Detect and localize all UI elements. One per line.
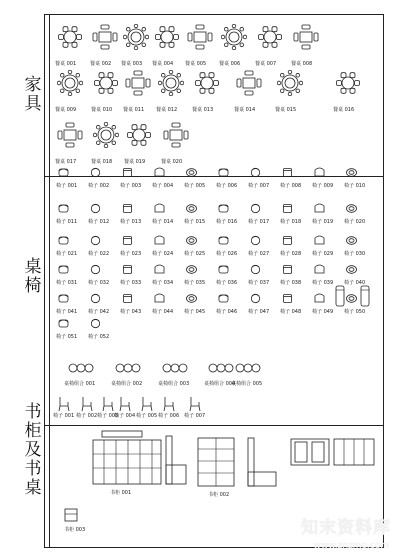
chair-9	[314, 167, 325, 178]
chair-39	[314, 264, 325, 275]
chair-label: 椅子 040	[344, 280, 366, 286]
dining-table-2	[92, 24, 118, 50]
desk-chair-label: 椅子 003	[97, 413, 119, 419]
chair-10	[346, 167, 357, 178]
chair-label: 椅子 029	[312, 251, 334, 257]
chair-7	[250, 167, 261, 178]
bookcase-label: 书柜 003	[64, 527, 86, 533]
chair-13	[122, 203, 133, 214]
chair-label: 椅子 051	[56, 334, 78, 340]
chair-52	[90, 318, 101, 329]
chair-label: 椅子 010	[344, 183, 366, 189]
dining-table-6	[221, 24, 247, 50]
dining-table-label: 餐桌 017	[55, 159, 77, 165]
dining-table-label: 餐桌 003	[121, 61, 143, 67]
chair-label: 椅子 047	[248, 309, 270, 315]
chair-label: 椅子 009	[312, 183, 334, 189]
chair-41	[58, 293, 69, 304]
chair-label: 椅子 031	[56, 280, 78, 286]
watermark-brand: 知末资料库	[301, 518, 391, 538]
chair-label: 椅子 044	[152, 309, 174, 315]
desk-chair-label: 椅子 004	[114, 413, 136, 419]
desk-chair-label: 椅子 001	[53, 413, 75, 419]
dining-table-1	[57, 24, 83, 50]
chair-44	[154, 293, 165, 304]
chair-label: 椅子 036	[216, 280, 238, 286]
chair-23	[122, 235, 133, 246]
bookcase-elevation-1	[92, 430, 162, 485]
watermark-url: www.znzmo.com	[313, 541, 389, 551]
chair-51	[58, 318, 69, 329]
dining-table-label: 餐桌 001	[55, 61, 77, 67]
chair-1	[58, 167, 69, 178]
chair-50	[346, 293, 357, 304]
chair-label: 椅子 002	[88, 183, 110, 189]
chair-28	[282, 235, 293, 246]
chair-11	[58, 203, 69, 214]
chair-42	[90, 293, 101, 304]
chair-label: 椅子 024	[152, 251, 174, 257]
dining-table-label: 餐桌 009	[55, 107, 77, 113]
dining-table-9	[57, 70, 83, 96]
dining-table-12	[158, 70, 184, 96]
chair-32	[90, 264, 101, 275]
chair-label: 椅子 032	[88, 280, 110, 286]
dining-table-label: 餐桌 010	[91, 107, 113, 113]
section-divider-2	[44, 425, 384, 426]
table-chair-set-label: 桌椅组合 001	[64, 381, 96, 387]
chair-43	[122, 293, 133, 304]
category-divider	[49, 14, 50, 548]
chair-label: 椅子 026	[216, 251, 238, 257]
desk-chair-1	[57, 396, 71, 412]
chair-label: 椅子 017	[248, 219, 270, 225]
bookcase-side-1	[165, 435, 187, 485]
desk-chair-label: 椅子 002	[76, 413, 98, 419]
dining-table-label: 餐桌 011	[123, 107, 145, 113]
chair-34	[154, 264, 165, 275]
chair-label: 椅子 052	[88, 334, 110, 340]
table-chair-set-3	[162, 362, 188, 374]
chair-label: 椅子 018	[280, 219, 302, 225]
dining-table-14	[236, 70, 262, 96]
table-chair-set-label: 桌椅组合 003	[158, 381, 190, 387]
table-chair-set-5	[235, 362, 261, 374]
chair-26	[218, 235, 229, 246]
chair-label: 椅子 027	[248, 251, 270, 257]
bookcase-side-2	[247, 437, 277, 487]
chair-17	[250, 203, 261, 214]
chair-label: 椅子 034	[152, 280, 174, 286]
chair-33	[122, 264, 133, 275]
table-chair-set-4	[208, 362, 234, 374]
chair-label: 椅子 025	[184, 251, 206, 257]
chair-36	[218, 264, 229, 275]
chair-label: 椅子 015	[184, 219, 206, 225]
chair-30	[346, 235, 357, 246]
table-chair-set-label: 桌椅组合 002	[111, 381, 143, 387]
chair-label: 椅子 042	[88, 309, 110, 315]
chair-3	[122, 167, 133, 178]
lounge-chair-icon	[360, 285, 370, 307]
chair-label: 椅子 030	[344, 251, 366, 257]
chair-5	[186, 167, 197, 178]
chair-label: 椅子 005	[184, 183, 206, 189]
chair-6	[218, 167, 229, 178]
chair-31	[58, 264, 69, 275]
desk-chair-2	[80, 396, 94, 412]
dining-table-13	[194, 70, 220, 96]
dining-table-label: 餐桌 006	[219, 61, 241, 67]
chair-35	[186, 264, 197, 275]
dining-table-label: 餐桌 004	[152, 61, 174, 67]
dining-table-label: 餐桌 014	[234, 107, 256, 113]
chair-label: 椅子 041	[56, 309, 78, 315]
chair-label: 椅子 019	[312, 219, 334, 225]
table-chair-set-1	[68, 362, 94, 374]
dining-table-label: 餐桌 005	[185, 61, 207, 67]
desk-chair-5	[140, 396, 154, 412]
chair-25	[186, 235, 197, 246]
chair-16	[218, 203, 229, 214]
chair-22	[90, 235, 101, 246]
chair-label: 椅子 038	[280, 280, 302, 286]
chair-label: 椅子 046	[216, 309, 238, 315]
chair-45	[186, 293, 197, 304]
dining-table-label: 餐桌 016	[333, 107, 355, 113]
chair-label: 椅子 006	[216, 183, 238, 189]
chair-label: 椅子 013	[120, 219, 142, 225]
chair-label: 椅子 049	[312, 309, 334, 315]
bookcase-small-3	[64, 508, 78, 522]
dining-table-8	[293, 24, 319, 50]
bookcase-elevation-4	[333, 438, 375, 466]
table-chair-set-2	[115, 362, 141, 374]
dining-table-17	[57, 122, 83, 148]
chair-19	[314, 203, 325, 214]
chair-29	[314, 235, 325, 246]
dining-table-10	[93, 70, 119, 96]
desk-chair-6	[162, 396, 176, 412]
dining-table-label: 餐桌 008	[291, 61, 313, 67]
bookcase-label: 书柜 002	[208, 492, 230, 498]
chair-40	[346, 264, 357, 275]
chair-15	[186, 203, 197, 214]
lounge-chair-icon	[335, 285, 345, 307]
dining-table-label: 餐桌 013	[192, 107, 214, 113]
chair-label: 椅子 004	[152, 183, 174, 189]
chair-label: 椅子 037	[248, 280, 270, 286]
dining-table-11	[125, 70, 151, 96]
table-chair-set-label: 桌椅组合 005	[231, 381, 263, 387]
dining-table-label: 餐桌 020	[161, 159, 183, 165]
desk-chair-label: 椅子 007	[184, 413, 206, 419]
table-chair-set-label: 桌椅组合 004	[204, 381, 236, 387]
chair-label: 椅子 011	[56, 219, 78, 225]
dining-table-label: 餐桌 007	[255, 61, 277, 67]
chair-label: 椅子 048	[280, 309, 302, 315]
chair-12	[90, 203, 101, 214]
chair-label: 椅子 008	[280, 183, 302, 189]
chair-label: 椅子 003	[120, 183, 142, 189]
chair-label: 椅子 033	[120, 280, 142, 286]
chair-24	[154, 235, 165, 246]
dining-table-label: 餐桌 019	[124, 159, 146, 165]
chair-47	[250, 293, 261, 304]
chair-label: 椅子 021	[56, 251, 78, 257]
chair-label: 椅子 014	[152, 219, 174, 225]
dining-table-20	[163, 122, 189, 148]
dining-table-label: 餐桌 015	[275, 107, 297, 113]
chair-label: 椅子 043	[120, 309, 142, 315]
chair-4	[154, 167, 165, 178]
chair-label: 椅子 016	[216, 219, 238, 225]
chair-label: 椅子 035	[184, 280, 206, 286]
chair-label: 椅子 028	[280, 251, 302, 257]
chair-label: 椅子 007	[248, 183, 270, 189]
dining-table-19	[126, 122, 152, 148]
chair-label: 椅子 020	[344, 219, 366, 225]
chair-18	[282, 203, 293, 214]
desk-chair-4	[118, 396, 132, 412]
desk-chair-label: 椅子 006	[158, 413, 180, 419]
chair-8	[282, 167, 293, 178]
dining-table-4	[154, 24, 180, 50]
category-bookcases: 书柜及书桌	[24, 402, 42, 498]
chair-label: 椅子 050	[344, 309, 366, 315]
chair-label: 椅子 045	[184, 309, 206, 315]
desk-chair-7	[188, 396, 202, 412]
dining-table-7	[257, 24, 283, 50]
bookcase-label: 书柜 001	[110, 490, 132, 496]
chair-14	[154, 203, 165, 214]
chair-label: 椅子 039	[312, 280, 334, 286]
desk-chair-label: 椅子 005	[136, 413, 158, 419]
dining-table-label: 餐桌 018	[91, 159, 113, 165]
chair-48	[282, 293, 293, 304]
chair-20	[346, 203, 357, 214]
chair-label: 椅子 012	[88, 219, 110, 225]
chair-38	[282, 264, 293, 275]
chair-2	[90, 167, 101, 178]
category-tables-chairs: 桌椅	[24, 257, 42, 296]
desk-chair-3	[101, 396, 115, 412]
chair-46	[218, 293, 229, 304]
category-furniture: 家具	[24, 75, 42, 114]
bookcase-elevation-3	[290, 438, 330, 466]
bookcase-elevation-2	[197, 437, 235, 487]
chair-label: 椅子 023	[120, 251, 142, 257]
dining-table-15	[277, 70, 303, 96]
chair-37	[250, 264, 261, 275]
chair-49	[314, 293, 325, 304]
dining-table-18	[93, 122, 119, 148]
dining-table-3	[123, 24, 149, 50]
chair-27	[250, 235, 261, 246]
dining-table-label: 餐桌 002	[90, 61, 112, 67]
dining-table-label: 餐桌 012	[156, 107, 178, 113]
chair-label: 椅子 001	[56, 183, 78, 189]
chair-label: 椅子 022	[88, 251, 110, 257]
dining-table-5	[187, 24, 213, 50]
dining-table-16	[335, 70, 361, 96]
chair-21	[58, 235, 69, 246]
